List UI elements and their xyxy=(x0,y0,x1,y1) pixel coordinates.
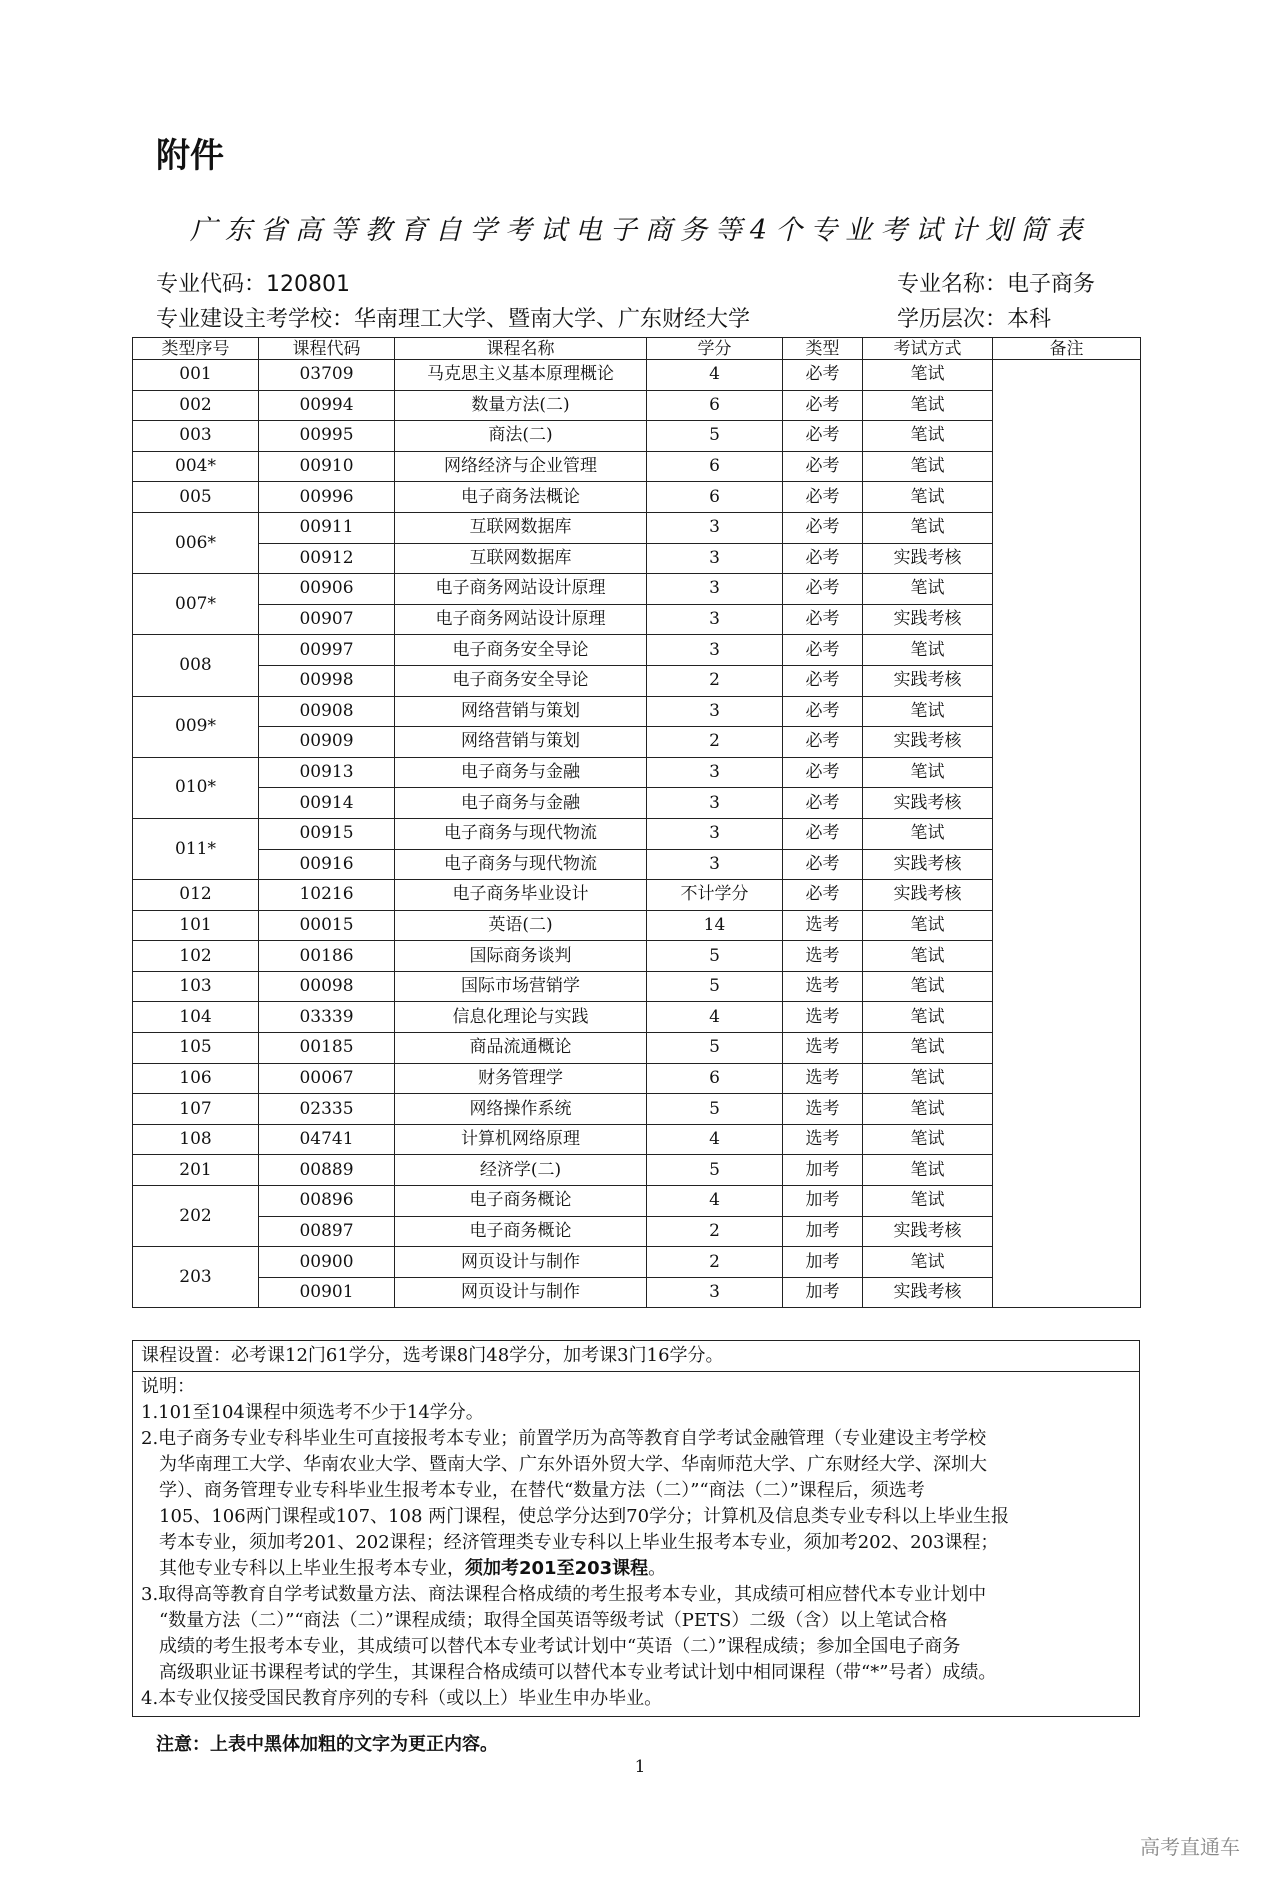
cell-type: 必考 xyxy=(783,360,863,391)
table-row xyxy=(133,390,1141,421)
cell-credit: 3 xyxy=(647,512,783,543)
cell-code: 00913 xyxy=(259,757,395,788)
cell-credit: 2 xyxy=(647,727,783,758)
cell-name: 网页设计与制作 xyxy=(395,1247,647,1278)
notes-section xyxy=(132,1340,1140,1717)
cell-exam: 笔试 xyxy=(863,390,993,421)
table-row xyxy=(133,512,1141,543)
table-row xyxy=(133,1216,1141,1247)
note-4: 4.本专业仅接受国民教育序列的专科（或以上）毕业生申办毕业。 xyxy=(141,1688,663,1709)
cell-type: 选考 xyxy=(783,910,863,941)
table-row xyxy=(133,971,1141,1002)
table-row xyxy=(133,1155,1141,1186)
cell-name: 商法(二) xyxy=(395,421,647,452)
cell-code: 00994 xyxy=(259,390,395,421)
table-row xyxy=(133,635,1141,666)
notes-label: 说明： xyxy=(141,1376,195,1397)
table-row xyxy=(133,757,1141,788)
cell-type: 必考 xyxy=(783,574,863,605)
cell-code: 00915 xyxy=(259,818,395,849)
cell-name: 国际商务谈判 xyxy=(395,941,647,972)
cell-code: 00911 xyxy=(259,512,395,543)
note-3-line: “数量方法（二）”“商法（二）”课程成绩；取得全国英语等级考试（PETS）二级（含）以上笔试合格 xyxy=(159,1610,948,1631)
cell-name: 商品流通概论 xyxy=(395,1033,647,1064)
cell-seq: 003 xyxy=(133,421,259,452)
cell-type: 加考 xyxy=(783,1216,863,1247)
cell-code: 00185 xyxy=(259,1033,395,1064)
cell-name: 电子商务网站设计原理 xyxy=(395,574,647,605)
header-exam: 考试方式 xyxy=(863,338,993,360)
cell-code: 00996 xyxy=(259,482,395,513)
cell-exam: 笔试 xyxy=(863,1002,993,1033)
cell-type: 必考 xyxy=(783,390,863,421)
cell-code: 00889 xyxy=(259,1155,395,1186)
cell-code: 00998 xyxy=(259,665,395,696)
cell-credit: 5 xyxy=(647,1033,783,1064)
table-row xyxy=(133,665,1141,696)
cell-type: 必考 xyxy=(783,451,863,482)
note-2-line: 2.电子商务专业专科毕业生可直接报考本专业；前置学历为高等教育自学考试金融管理（专业建设主考学校 xyxy=(141,1428,987,1449)
cell-credit: 5 xyxy=(647,1094,783,1125)
cell-exam: 笔试 xyxy=(863,360,993,391)
cell-exam: 笔试 xyxy=(863,574,993,605)
document-title: 广东省高等教育自学考试电子商务等4个专业考试计划简表 xyxy=(189,215,1091,246)
cell-exam: 笔试 xyxy=(863,482,993,513)
cell-code: 00067 xyxy=(259,1063,395,1094)
cell-credit: 4 xyxy=(647,1002,783,1033)
table-row xyxy=(133,421,1141,452)
cell-name: 互联网数据库 xyxy=(395,512,647,543)
major-schools: 专业建设主考学校：华南理工大学、暨南大学、广东财经大学 xyxy=(156,307,751,332)
cell-name: 电子商务概论 xyxy=(395,1216,647,1247)
note-2-line: 为华南理工大学、华南农业大学、暨南大学、广东外语外贸大学、华南师范大学、广东财经大学、深圳大 xyxy=(159,1454,987,1475)
page-number: 1 xyxy=(634,1757,646,1777)
cell-type: 必考 xyxy=(783,635,863,666)
cell-name: 互联网数据库 xyxy=(395,543,647,574)
cell-code: 00997 xyxy=(259,635,395,666)
cell-credit: 3 xyxy=(647,849,783,880)
cell-credit: 3 xyxy=(647,574,783,605)
cell-exam: 实践考核 xyxy=(863,543,993,574)
cell-name: 英语(二) xyxy=(395,910,647,941)
cell-code: 00896 xyxy=(259,1186,395,1217)
cell-credit: 4 xyxy=(647,1124,783,1155)
cell-seq: 005 xyxy=(133,482,259,513)
cell-seq: 008 xyxy=(133,635,259,696)
cell-exam: 笔试 xyxy=(863,635,993,666)
exam-plan-table xyxy=(132,337,1141,1308)
header-name: 课程名称 xyxy=(395,338,647,360)
note-2-line: 105、106两门课程或107、108 两门课程，使总学分达到70学分；计算机及信息类专业专科以上毕业生报 xyxy=(159,1506,1010,1527)
cell-type: 必考 xyxy=(783,604,863,635)
education-level: 学历层次：本科 xyxy=(897,307,1052,332)
cell-exam: 笔试 xyxy=(863,696,993,727)
cell-seq: 006* xyxy=(133,512,259,573)
table-row xyxy=(133,1124,1141,1155)
table-row xyxy=(133,604,1141,635)
cell-exam: 笔试 xyxy=(863,910,993,941)
table-row xyxy=(133,482,1141,513)
cell-type: 选考 xyxy=(783,971,863,1002)
cell-credit: 4 xyxy=(647,360,783,391)
cell-credit: 14 xyxy=(647,910,783,941)
cell-code: 00901 xyxy=(259,1277,395,1308)
cell-code: 10216 xyxy=(259,880,395,911)
cell-type: 加考 xyxy=(783,1247,863,1278)
cell-credit: 6 xyxy=(647,482,783,513)
cell-credit: 3 xyxy=(647,818,783,849)
cell-type: 选考 xyxy=(783,941,863,972)
cell-seq: 101 xyxy=(133,910,259,941)
cell-credit: 3 xyxy=(647,635,783,666)
cell-code: 04741 xyxy=(259,1124,395,1155)
attachment-heading: 附件 xyxy=(156,136,224,176)
cell-name: 网页设计与制作 xyxy=(395,1277,647,1308)
cell-code: 00914 xyxy=(259,788,395,819)
table-row xyxy=(133,1247,1141,1278)
note-2-end: 。 xyxy=(648,1558,667,1579)
cell-code: 00186 xyxy=(259,941,395,972)
cell-seq: 202 xyxy=(133,1186,259,1247)
cell-credit: 3 xyxy=(647,696,783,727)
cell-credit: 3 xyxy=(647,757,783,788)
cell-seq: 201 xyxy=(133,1155,259,1186)
header-type: 类型 xyxy=(783,338,863,360)
cell-type: 必考 xyxy=(783,788,863,819)
cell-name: 网络营销与策划 xyxy=(395,727,647,758)
cell-name: 电子商务概论 xyxy=(395,1186,647,1217)
cell-exam: 笔试 xyxy=(863,941,993,972)
table-row xyxy=(133,880,1141,911)
cell-credit: 3 xyxy=(647,1277,783,1308)
cell-credit: 3 xyxy=(647,788,783,819)
note-1: 1.101至104课程中须选考不少于14学分。 xyxy=(141,1402,484,1423)
cell-credit: 2 xyxy=(647,1216,783,1247)
cell-type: 加考 xyxy=(783,1277,863,1308)
cell-credit: 6 xyxy=(647,451,783,482)
cell-name: 网络营销与策划 xyxy=(395,696,647,727)
note-2-text: 其他专业专科以上毕业生报考本专业， xyxy=(159,1558,465,1579)
cell-type: 加考 xyxy=(783,1186,863,1217)
table-body xyxy=(133,360,1141,1308)
cell-code: 00015 xyxy=(259,910,395,941)
note-3-line: 高级职业证书课程考试的学生，其课程合格成绩可以替代本专业考试计划中相同课程（带“*”号者）成绩。 xyxy=(159,1662,997,1683)
note-2-line: 考本专业，须加考201、202课程；经济管理类专业专科以上毕业生报考本专业，须加考202、203课程； xyxy=(159,1532,999,1553)
table-row xyxy=(133,849,1141,880)
cell-credit: 5 xyxy=(647,971,783,1002)
cell-name: 电子商务与金融 xyxy=(395,757,647,788)
cell-name: 网络操作系统 xyxy=(395,1094,647,1125)
cell-exam: 笔试 xyxy=(863,971,993,1002)
table-row xyxy=(133,727,1141,758)
cell-seq: 103 xyxy=(133,971,259,1002)
table-row xyxy=(133,696,1141,727)
cell-exam: 实践考核 xyxy=(863,1277,993,1308)
cell-code: 00906 xyxy=(259,574,395,605)
cell-seq: 203 xyxy=(133,1247,259,1308)
cell-credit: 不计学分 xyxy=(647,880,783,911)
cell-code: 00995 xyxy=(259,421,395,452)
cell-name: 计算机网络原理 xyxy=(395,1124,647,1155)
cell-seq: 001 xyxy=(133,360,259,391)
cell-name: 财务管理学 xyxy=(395,1063,647,1094)
table-row xyxy=(133,788,1141,819)
header-code: 课程代码 xyxy=(259,338,395,360)
cell-name: 信息化理论与实践 xyxy=(395,1002,647,1033)
cell-credit: 5 xyxy=(647,421,783,452)
cell-type: 选考 xyxy=(783,1063,863,1094)
cell-code: 00910 xyxy=(259,451,395,482)
table-header-row xyxy=(133,338,1141,360)
cell-type: 必考 xyxy=(783,757,863,788)
cell-seq: 104 xyxy=(133,1002,259,1033)
cell-type: 选考 xyxy=(783,1033,863,1064)
cell-exam: 实践考核 xyxy=(863,788,993,819)
cell-code: 03709 xyxy=(259,360,395,391)
cell-name: 电子商务网站设计原理 xyxy=(395,604,647,635)
attention-note: 注意：上表中黑体加粗的文字为更正内容。 xyxy=(156,1734,498,1755)
cell-seq: 010* xyxy=(133,757,259,818)
cell-exam: 实践考核 xyxy=(863,727,993,758)
table-row xyxy=(133,910,1141,941)
cell-exam: 笔试 xyxy=(863,1186,993,1217)
cell-name: 电子商务与现代物流 xyxy=(395,849,647,880)
note-2-line xyxy=(141,1556,1131,1582)
cell-exam: 实践考核 xyxy=(863,849,993,880)
cell-exam: 笔试 xyxy=(863,451,993,482)
cell-exam: 笔试 xyxy=(863,1094,993,1125)
cell-credit: 3 xyxy=(647,604,783,635)
cell-seq: 011* xyxy=(133,818,259,879)
course-setting: 课程设置：必考课12门61学分，选考课8门48学分，加考课3门16学分。 xyxy=(133,1340,1139,1372)
cell-exam: 笔试 xyxy=(863,512,993,543)
cell-name: 国际市场营销学 xyxy=(395,971,647,1002)
table-row xyxy=(133,1033,1141,1064)
cell-credit: 2 xyxy=(647,1247,783,1278)
header-seq: 类型序号 xyxy=(133,338,259,360)
cell-seq: 002 xyxy=(133,390,259,421)
cell-exam: 实践考核 xyxy=(863,1216,993,1247)
cell-code: 02335 xyxy=(259,1094,395,1125)
cell-name: 电子商务安全导论 xyxy=(395,635,647,666)
cell-type: 选考 xyxy=(783,1002,863,1033)
cell-type: 必考 xyxy=(783,421,863,452)
cell-seq: 004* xyxy=(133,451,259,482)
cell-name: 经济学(二) xyxy=(395,1155,647,1186)
cell-type: 必考 xyxy=(783,482,863,513)
cell-credit: 2 xyxy=(647,665,783,696)
table-row xyxy=(133,574,1141,605)
cell-credit: 5 xyxy=(647,941,783,972)
cell-exam: 笔试 xyxy=(863,1033,993,1064)
cell-exam: 实践考核 xyxy=(863,665,993,696)
cell-type: 必考 xyxy=(783,880,863,911)
table-row xyxy=(133,360,1141,391)
table-row xyxy=(133,818,1141,849)
cell-seq: 107 xyxy=(133,1094,259,1125)
cell-type: 必考 xyxy=(783,849,863,880)
cell-exam: 实践考核 xyxy=(863,604,993,635)
major-code: 专业代码：120801 xyxy=(156,272,350,297)
cell-credit: 5 xyxy=(647,1155,783,1186)
cell-exam: 笔试 xyxy=(863,1124,993,1155)
cell-code: 00907 xyxy=(259,604,395,635)
cell-exam: 笔试 xyxy=(863,757,993,788)
cell-code: 03339 xyxy=(259,1002,395,1033)
cell-remark xyxy=(993,360,1141,1308)
table-row xyxy=(133,941,1141,972)
cell-code: 00098 xyxy=(259,971,395,1002)
cell-name: 电子商务与金融 xyxy=(395,788,647,819)
cell-type: 加考 xyxy=(783,1155,863,1186)
cell-exam: 笔试 xyxy=(863,1063,993,1094)
cell-code: 00912 xyxy=(259,543,395,574)
cell-type: 选考 xyxy=(783,1124,863,1155)
note-3-line: 3.取得高等教育自学考试数量方法、商法课程合格成绩的考生报考本专业，其成绩可相应替代本专业计划中 xyxy=(141,1584,987,1605)
cell-type: 必考 xyxy=(783,727,863,758)
cell-credit: 6 xyxy=(647,390,783,421)
cell-seq: 102 xyxy=(133,941,259,972)
header-remark: 备注 xyxy=(993,338,1141,360)
major-name: 专业名称：电子商务 xyxy=(897,272,1096,297)
table-row xyxy=(133,451,1141,482)
watermark: 高考直通车 xyxy=(1140,1835,1240,1859)
table-row xyxy=(133,1186,1141,1217)
cell-type: 必考 xyxy=(783,512,863,543)
cell-seq: 007* xyxy=(133,574,259,635)
table-row xyxy=(133,1094,1141,1125)
table-row xyxy=(133,543,1141,574)
cell-name: 马克思主义基本原理概论 xyxy=(395,360,647,391)
cell-exam: 笔试 xyxy=(863,1247,993,1278)
table-row xyxy=(133,1277,1141,1308)
note-3-line: 成绩的考生报考本专业，其成绩可以替代本专业考试计划中“英语（二）”课程成绩；参加全国电子商务 xyxy=(159,1636,961,1657)
note-2-line: 学）、商务管理专业专科毕业生报考本专业，在替代“数量方法（二）”“商法（二）”课程后，须选考 xyxy=(159,1480,925,1501)
cell-name: 电子商务法概论 xyxy=(395,482,647,513)
cell-type: 必考 xyxy=(783,543,863,574)
cell-credit: 4 xyxy=(647,1186,783,1217)
cell-name: 数量方法(二) xyxy=(395,390,647,421)
cell-exam: 笔试 xyxy=(863,1155,993,1186)
cell-type: 必考 xyxy=(783,818,863,849)
cell-code: 00897 xyxy=(259,1216,395,1247)
cell-seq: 105 xyxy=(133,1033,259,1064)
cell-type: 必考 xyxy=(783,665,863,696)
cell-name: 网络经济与企业管理 xyxy=(395,451,647,482)
cell-exam: 实践考核 xyxy=(863,880,993,911)
cell-credit: 3 xyxy=(647,543,783,574)
header-credit: 学分 xyxy=(647,338,783,360)
cell-exam: 笔试 xyxy=(863,421,993,452)
cell-seq: 108 xyxy=(133,1124,259,1155)
cell-code: 00900 xyxy=(259,1247,395,1278)
cell-seq: 012 xyxy=(133,880,259,911)
table-row xyxy=(133,1002,1141,1033)
cell-type: 选考 xyxy=(783,1094,863,1125)
notes-body xyxy=(133,1372,1139,1716)
cell-name: 电子商务与现代物流 xyxy=(395,818,647,849)
cell-type: 必考 xyxy=(783,696,863,727)
table-row xyxy=(133,1063,1141,1094)
note-2-bold-correction: 须加考201至203课程 xyxy=(465,1558,649,1579)
cell-name: 电子商务安全导论 xyxy=(395,665,647,696)
cell-exam: 笔试 xyxy=(863,818,993,849)
cell-code: 00908 xyxy=(259,696,395,727)
cell-name: 电子商务毕业设计 xyxy=(395,880,647,911)
cell-seq: 009* xyxy=(133,696,259,757)
cell-credit: 6 xyxy=(647,1063,783,1094)
cell-seq: 106 xyxy=(133,1063,259,1094)
cell-code: 00909 xyxy=(259,727,395,758)
cell-code: 00916 xyxy=(259,849,395,880)
